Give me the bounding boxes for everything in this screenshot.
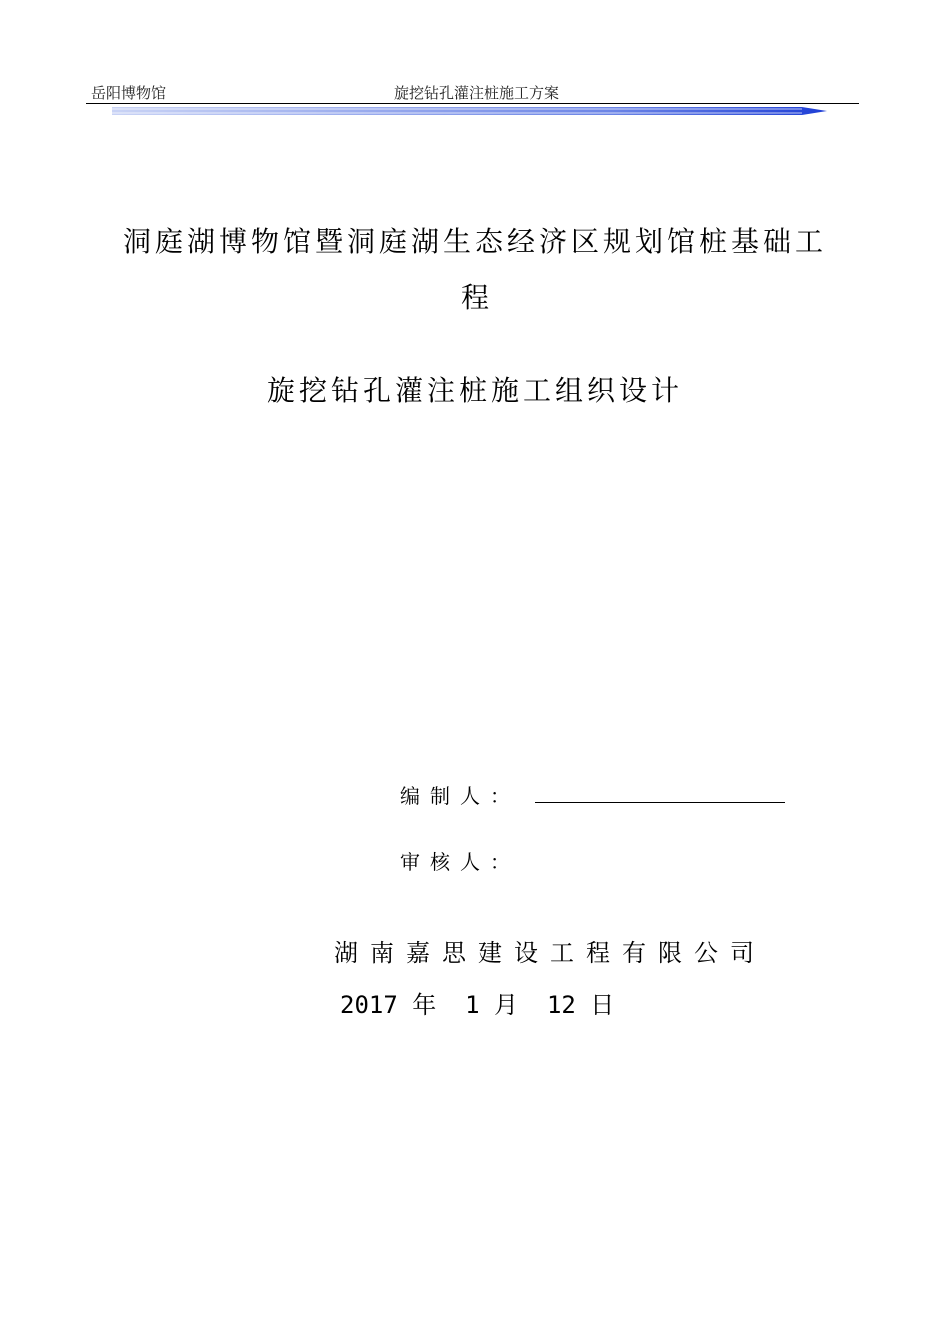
header-left-text: 岳阳博物馆 <box>91 84 167 102</box>
header-rule-stripe-2 <box>112 113 802 114</box>
document-title-line-2: 程 <box>460 281 489 314</box>
compiler-label: 编制人： <box>400 784 520 808</box>
company-name: 湖南嘉思建设工程有限公司 <box>334 939 766 967</box>
document-date: 2017 年 1 月 12 日 <box>340 991 615 1019</box>
header-rule-stripe-1 <box>112 109 802 110</box>
header-center-text: 旋挖钻孔灌注桩施工方案 <box>394 84 560 102</box>
document-subtitle: 旋挖钻孔灌注桩施工组织设计 <box>266 374 683 407</box>
header-decorative-rule <box>112 105 827 117</box>
compiler-signature-line <box>535 802 785 803</box>
reviewer-label: 审核人： <box>400 850 520 874</box>
document-title-line-1: 洞庭湖博物馆暨洞庭湖生态经济区规划馆桩基础工 <box>122 225 827 258</box>
header-rule-arrow <box>112 107 827 115</box>
header-divider <box>86 103 859 104</box>
